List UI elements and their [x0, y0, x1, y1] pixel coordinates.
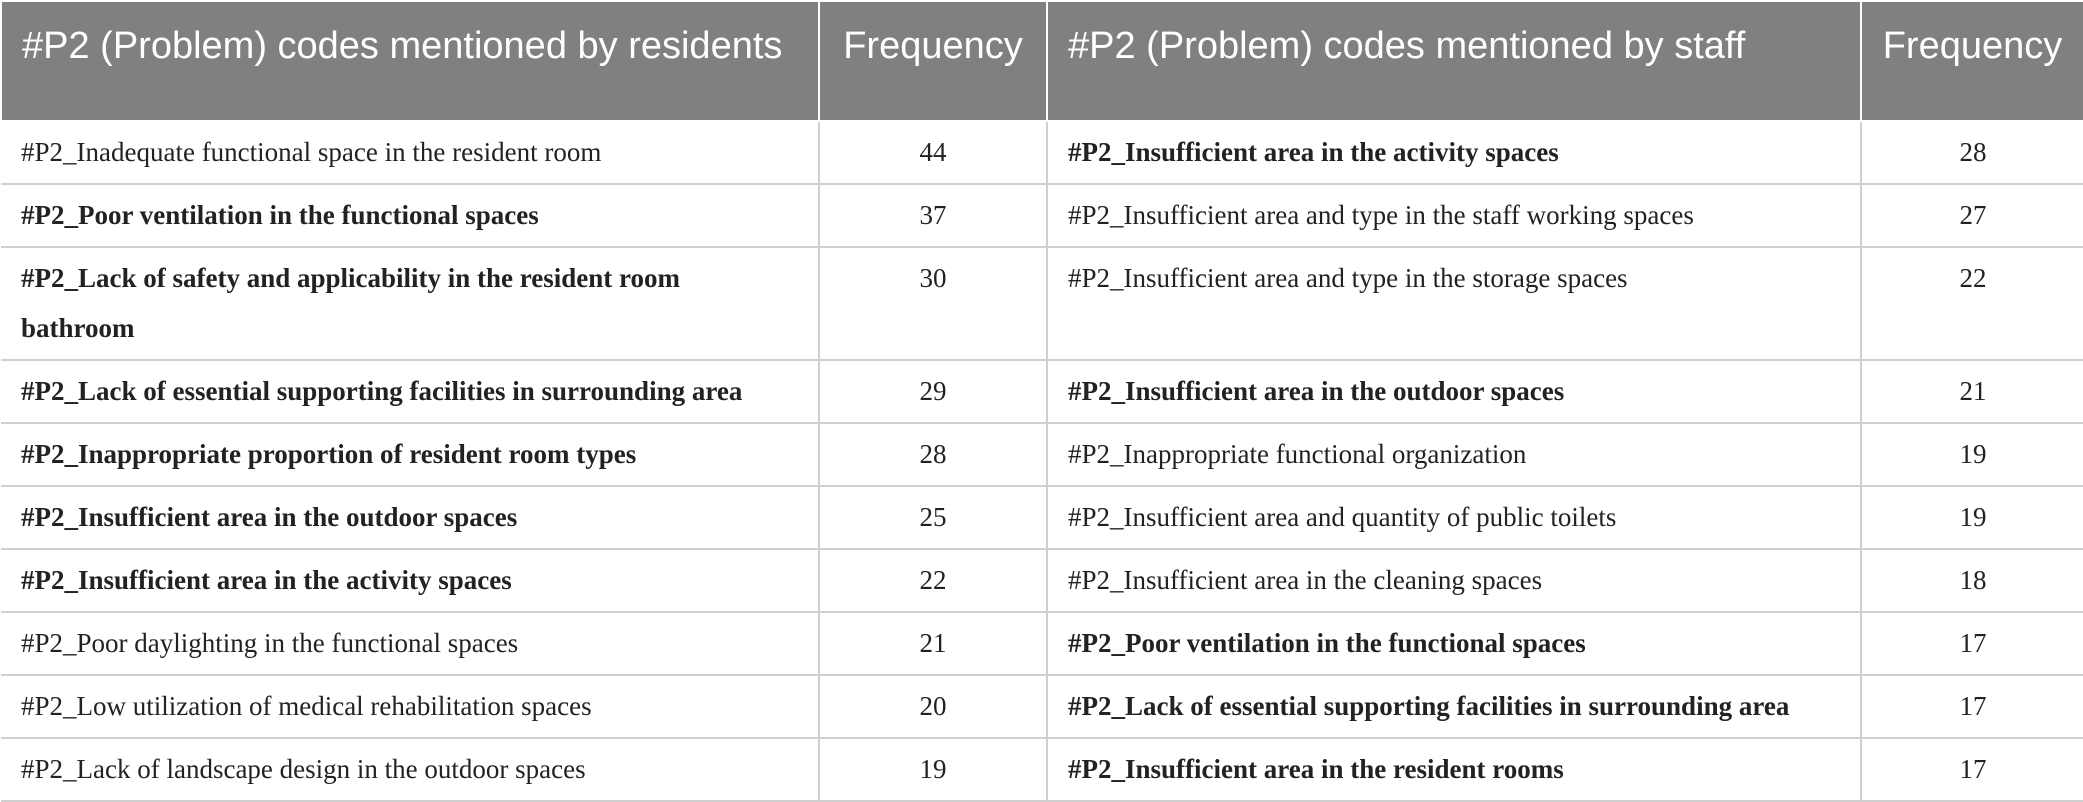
header-resident-codes: #P2 (Problem) codes mentioned by residents — [1, 1, 819, 121]
staff-code-cell: #P2_Insufficient area and type in the staff working spaces — [1047, 184, 1861, 247]
header-staff-frequency: Frequency — [1861, 1, 2083, 121]
staff-frequency-cell: 19 — [1861, 486, 2083, 549]
table-row — [1, 360, 2083, 423]
staff-code-cell: #P2_Insufficient area in the outdoor spaces — [1047, 360, 1861, 423]
table-row — [1, 423, 2083, 486]
table-row — [1, 486, 2083, 549]
staff-frequency-cell: 19 — [1861, 423, 2083, 486]
resident-frequency-cell: 28 — [819, 423, 1047, 486]
staff-code-cell: #P2_Insufficient area and type in the storage spaces — [1047, 247, 1861, 360]
resident-frequency-cell: 19 — [819, 738, 1047, 801]
header-staff-codes: #P2 (Problem) codes mentioned by staff — [1047, 1, 1861, 121]
table-row — [1, 612, 2083, 675]
staff-frequency-cell: 28 — [1861, 121, 2083, 184]
staff-frequency-cell: 18 — [1861, 549, 2083, 612]
resident-frequency-cell: 20 — [819, 675, 1047, 738]
resident-code-cell: #P2_Insufficient area in the outdoor spaces — [1, 486, 819, 549]
resident-code-cell: #P2_Low utilization of medical rehabilitation spaces — [1, 675, 819, 738]
staff-frequency-cell: 17 — [1861, 612, 2083, 675]
table-row — [1, 121, 2083, 184]
table-row — [1, 738, 2083, 801]
staff-frequency-cell: 17 — [1861, 675, 2083, 738]
staff-code-cell: #P2_Insufficient area in the cleaning spaces — [1047, 549, 1861, 612]
resident-code-cell: #P2_Lack of essential supporting facilities in surrounding area — [1, 360, 819, 423]
staff-code-cell: #P2_Insufficient area in the resident rooms — [1047, 738, 1861, 801]
resident-code-cell: #P2_Inappropriate proportion of resident room types — [1, 423, 819, 486]
resident-code-cell: #P2_Lack of landscape design in the outdoor spaces — [1, 738, 819, 801]
resident-frequency-cell: 29 — [819, 360, 1047, 423]
resident-frequency-cell: 25 — [819, 486, 1047, 549]
resident-code-cell: #P2_Poor daylighting in the functional spaces — [1, 612, 819, 675]
table-row — [1, 549, 2083, 612]
staff-frequency-cell: 17 — [1861, 738, 2083, 801]
table-row — [1, 675, 2083, 738]
staff-frequency-cell: 22 — [1861, 247, 2083, 360]
resident-frequency-cell: 37 — [819, 184, 1047, 247]
resident-frequency-cell: 21 — [819, 612, 1047, 675]
resident-code-cell: #P2_Poor ventilation in the functional spaces — [1, 184, 819, 247]
header-resident-frequency: Frequency — [819, 1, 1047, 121]
resident-code-cell: #P2_Insufficient area in the activity spaces — [1, 549, 819, 612]
staff-code-cell: #P2_Insufficient area in the activity spaces — [1047, 121, 1861, 184]
table-row — [1, 247, 2083, 360]
staff-code-cell: #P2_Insufficient area and quantity of public toilets — [1047, 486, 1861, 549]
header-row — [1, 1, 2083, 121]
staff-code-cell: #P2_Inappropriate functional organization — [1047, 423, 1861, 486]
resident-frequency-cell: 22 — [819, 549, 1047, 612]
resident-code-cell: #P2_Inadequate functional space in the resident room — [1, 121, 819, 184]
staff-code-cell: #P2_Lack of essential supporting facilities in surrounding area — [1047, 675, 1861, 738]
staff-code-cell: #P2_Poor ventilation in the functional spaces — [1047, 612, 1861, 675]
resident-frequency-cell: 30 — [819, 247, 1047, 360]
table-body — [1, 121, 2083, 801]
table-row — [1, 184, 2083, 247]
resident-code-cell: #P2_Lack of safety and applicability in the resident room bathroom — [1, 247, 819, 360]
resident-frequency-cell: 44 — [819, 121, 1047, 184]
staff-frequency-cell: 21 — [1861, 360, 2083, 423]
staff-frequency-cell: 27 — [1861, 184, 2083, 247]
table-header — [1, 1, 2083, 121]
